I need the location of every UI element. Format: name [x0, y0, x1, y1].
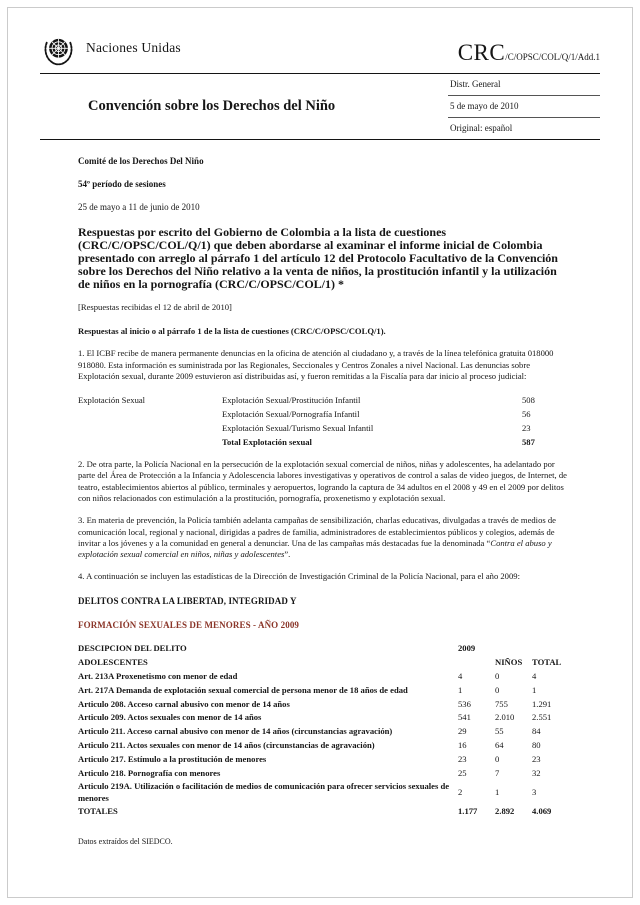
table-row — [78, 685, 570, 696]
table-row — [78, 409, 570, 420]
table-header-row-1 — [78, 643, 570, 654]
adolescentes-cell: 1 — [458, 684, 463, 695]
adolescentes-cell: 23 — [458, 753, 467, 764]
table-row — [78, 754, 570, 765]
received-note: [Respuestas recibidas el 12 de abril de 2010] — [78, 301, 232, 312]
session-dates: 25 de mayo a 11 de junio de 2010 — [78, 201, 200, 212]
campaign-name-quote: Contra el abuso y explotación sexual comercial en niños, niñas y adolescentes — [78, 537, 552, 560]
offense-label: Articulo 218. Pornografía con menores — [78, 767, 221, 778]
table-header-row-2 — [78, 657, 570, 668]
label-cell: Explotación Sexual/Turismo Sexual Infantil — [222, 422, 374, 433]
adolescentes-cell: 25 — [458, 767, 467, 778]
date-line: 5 de mayo de 2010 — [448, 96, 600, 118]
paragraph-3-text: 3. En materia de prevención, la Policía también adelanta campañas de sensibilización, charlas educativas, divulgadas a través de medios de comunicación local, regional y nacional, dirigidas a padres de familia, administradores de establecimientos públicos y colegios, además de invitar a los jóvenes y a la comunidad en general a denunciar. Una de las campañas más destacadas fue la denominada “ — [78, 515, 556, 548]
masthead-top-row — [40, 34, 600, 73]
total-cell: 2.551 — [532, 712, 552, 723]
total-cell: 84 — [532, 726, 541, 737]
adolescentes-cell: 541 — [458, 712, 471, 723]
masthead — [0, 0, 640, 140]
un-branding — [40, 34, 181, 69]
un-emblem-icon — [40, 34, 77, 69]
session-heading: 54º período de sesiones — [78, 179, 166, 190]
table-row — [78, 726, 570, 737]
paragraph-4: 4. A continuación se incluyen las estadísticas de la Dirección de Investigación Criminal de la Policía Nacional, para el año 2009: — [78, 571, 520, 582]
category-cell: Explotación Sexual — [78, 395, 146, 406]
doc-symbol-series: CRC — [457, 40, 506, 65]
table-row — [78, 671, 570, 682]
total-cell: 1 — [532, 684, 537, 695]
header-label-cell: DESCIPCION DEL DELITO — [78, 643, 187, 654]
header-year-cell: 2009 — [458, 643, 476, 654]
table-totals-row — [78, 806, 570, 817]
crimes-heading-line-2: FORMACIÓN SEXUALES DE MENORES - AÑO 2009 — [78, 620, 300, 631]
table-row — [78, 740, 570, 751]
ninos-cell: 755 — [495, 698, 508, 709]
offense-label: Articulo 219A. Utilización o facilitación de medios de comunicación para ofrecer servicios sexuales de menores — [78, 781, 450, 803]
org-name: Naciones Unidas — [86, 39, 181, 55]
source-note: Datos extraídos del SIEDCO. — [78, 836, 173, 846]
denuncias-table — [78, 395, 570, 448]
table-row — [78, 699, 570, 710]
committee-heading: Comité de los Derechos Del Niño — [78, 156, 204, 166]
header-ninos-cell: NIÑOS — [495, 657, 523, 668]
paragraph-3-closing: ”. — [284, 549, 291, 560]
offense-label: Articulo 217. Estímulo a la prostitución de menores — [78, 753, 267, 764]
paragraph-1: 1. El ICBF recibe de manera permanente denuncias en la oficina de atención al ciudadano y, a través de la línea telefónica gratuita 018000 918080. Esta información es suministrada por las Regionales, Seccionales y Centros Zonales a nivel Nacional. Las denuncias sobre Explotación sexual, durante 2009 estuvieron así distribuidas así, y fueron remitidas a la Fiscalía para dar inicio al proceso judicial: — [78, 348, 554, 382]
offense-label: Articulo 209. Actos sexuales con menor de 14 años — [78, 712, 262, 723]
doc-symbol-number: /C/OPSC/COL/Q/1/Add.1 — [505, 52, 600, 62]
header-total-cell: TOTAL — [532, 657, 562, 668]
paragraph-3 — [78, 515, 570, 560]
offense-label: Art. 213A Proxenetismo con menor de edad — [78, 670, 238, 681]
category-cell — [78, 437, 222, 448]
doc-symbol — [458, 40, 600, 69]
table-row — [78, 423, 570, 434]
category-cell — [78, 423, 222, 434]
adolescentes-total-cell: 1.177 — [458, 806, 478, 817]
adolescentes-cell: 4 — [458, 670, 463, 681]
document-body — [0, 156, 640, 847]
total-cell: 4 — [532, 670, 537, 681]
ninos-cell: 55 — [495, 726, 504, 737]
offense-label: Articulo 211. Acceso carnal abusivo con menor de 14 años (circunstancias agravación) — [78, 726, 393, 737]
report-title: Respuestas por escrito del Gobierno de Colombia a la lista de cuestiones (CRC/C/OPSC/COL/Q/1) que deben abordarse al examinar el informe inicial de Colombia presentado con arreglo al párrafo 1 del artículo 12 del Protocolo Facultativo de la Convención sobre los Derechos del Niño relativo a la venta de niños, la prostitución infantil y la utilización de niños en la pornografía (CRC/C/OPSC/COL/1) * — [78, 224, 558, 291]
total-cell: 3 — [532, 786, 537, 797]
value-cell: 508 — [522, 395, 535, 406]
total-cell: 32 — [532, 767, 541, 778]
table-row — [78, 395, 570, 406]
totals-label: TOTALES — [78, 806, 118, 817]
table-row — [78, 781, 570, 804]
masthead-title-row — [40, 73, 600, 140]
adolescentes-cell: 536 — [458, 698, 471, 709]
offense-label: Art. 217A Demanda de explotación sexual comercial de persona menor de 18 años de edad — [78, 684, 408, 695]
ninos-cell: 64 — [495, 739, 504, 750]
table-total-row — [78, 437, 570, 448]
total-cell: 23 — [532, 753, 541, 764]
convention-title: Convención sobre los Derechos del Niño — [88, 98, 336, 114]
ninos-cell: 2.010 — [495, 712, 515, 723]
grand-total-cell: 4.069 — [532, 806, 552, 817]
crimes-heading-line-1: DELITOS CONTRA LA LIBERTAD, INTEGRIDAD Y — [78, 595, 297, 606]
value-cell: 587 — [522, 436, 535, 447]
table-row — [78, 768, 570, 779]
value-cell: 23 — [522, 422, 531, 433]
total-cell: 1.291 — [532, 698, 552, 709]
original-language-line: Original: español — [450, 123, 513, 133]
offense-label: Articulo 208. Acceso carnal abusivo con menor de 14 años — [78, 698, 290, 709]
ninos-cell: 7 — [495, 767, 500, 778]
label-cell: Explotación Sexual/Prostitución Infantil — [222, 395, 361, 406]
ninos-cell: 0 — [495, 753, 500, 764]
section-heading: Respuestas al inicio o al párrafo 1 de la lista de cuestiones (CRC/C/OPSC/COLQ/1). — [78, 326, 386, 337]
value-cell: 56 — [522, 409, 531, 420]
adolescentes-cell: 16 — [458, 739, 467, 750]
crimes-table — [78, 643, 570, 817]
adolescentes-cell: 2 — [458, 786, 463, 797]
total-cell: 80 — [532, 739, 541, 750]
header-label-cell: ADOLESCENTES — [78, 657, 148, 668]
distr-line: Distr. General — [448, 74, 600, 96]
table-row — [78, 712, 570, 723]
ninos-cell: 1 — [495, 786, 500, 797]
adolescentes-cell: 29 — [458, 726, 467, 737]
category-cell — [78, 409, 222, 420]
ninos-cell: 0 — [495, 670, 500, 681]
label-cell: Total Explotación sexual — [222, 436, 312, 447]
distribution-block — [448, 74, 600, 139]
ninos-cell: 0 — [495, 684, 500, 695]
label-cell: Explotación Sexual/Pornografía Infantil — [222, 409, 360, 420]
offense-label: Articulo 211. Actos sexuales con menor de 14 años (circunstancias de agravación) — [78, 739, 375, 750]
paragraph-2: 2. De otra parte, la Policía Nacional en la persecución de la explotación sexual comercial de niños, niñas y adolescentes, ha adelantado por parte del Área de Protección a la Infancia y Adolescencia labores investigativas y operativos de control a salas de video juegos, de Internet, de teatro, establecimientos abiertos al público, terminales y aeropuertos, logrando la captura de 34 adultos en el 2008 y 49 en el 2009 por delitos con niños relacionados con estimulación a la prostitución, pornografía, proxenetismo y explotación sexual. — [78, 459, 567, 503]
ninos-total-cell: 2.892 — [495, 806, 515, 817]
